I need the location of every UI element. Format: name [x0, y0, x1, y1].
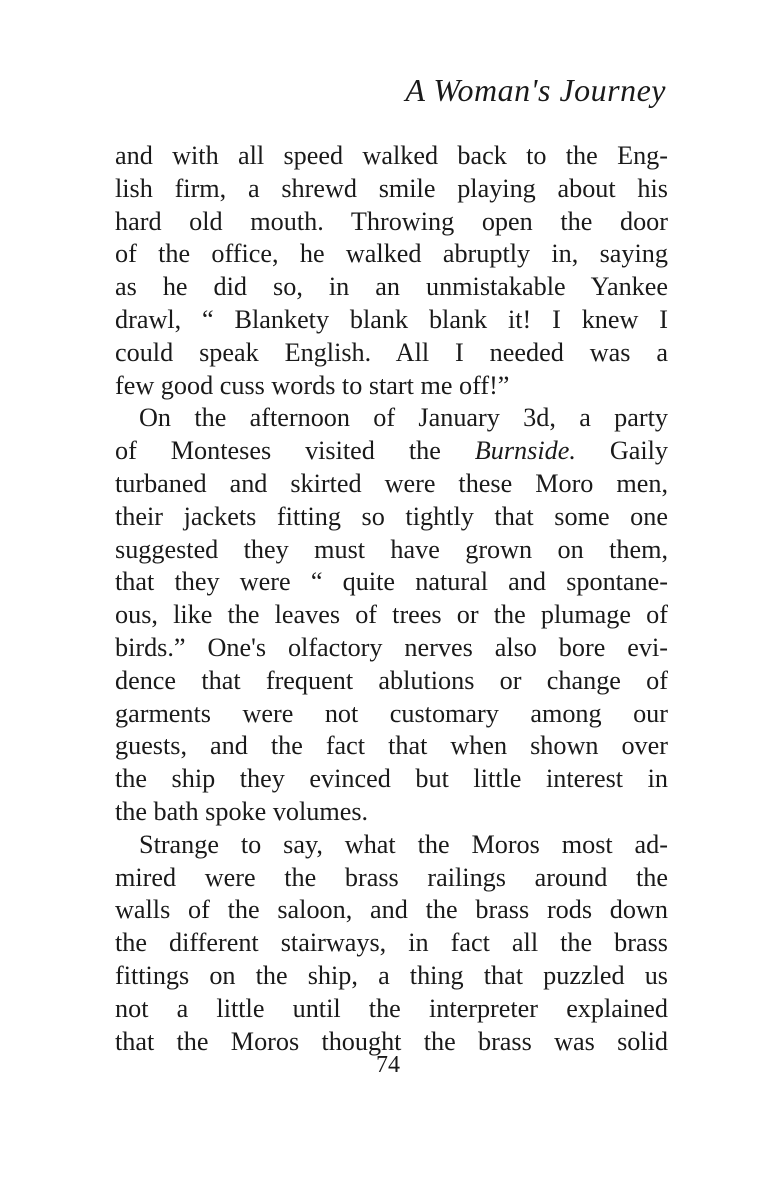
text-line: lish firm, a shrewd smile playing about his	[115, 173, 668, 203]
text-fragment: Gaily	[575, 436, 668, 466]
text-line: mired were the brass railings around the	[115, 862, 668, 892]
text-line: could speak English. All I needed was a	[115, 337, 668, 367]
text-line: of the office, he walked abruptly in, saying	[115, 239, 668, 269]
text-line: Strange to say, what the Moros most ad-	[139, 829, 668, 859]
text-line: garments were not customary among our	[115, 698, 668, 728]
text-line	[115, 435, 668, 468]
text-line: guests, and the fact that when shown over	[115, 731, 668, 761]
text-line: turbaned and skirted were these Moro men,	[115, 468, 668, 498]
body-text	[115, 140, 668, 1058]
text-line: drawl, “ Blankety blank blank it! I knew I	[115, 304, 668, 334]
text-line: and with all speed walked back to the Eng-	[115, 141, 668, 170]
text-line: their jackets fitting so tightly that some one	[115, 501, 668, 531]
ship-name: Burnside.	[474, 436, 576, 466]
text-line: the ship they evinced but little interest in	[115, 764, 668, 794]
text-line: hard old mouth. Throwing open the door	[115, 206, 668, 236]
text-line: the bath spoke volumes.	[115, 796, 369, 826]
text-line: that the Moros thought the brass was solid	[115, 1026, 668, 1056]
text-line: ous, like the leaves of trees or the plumage of	[115, 600, 668, 630]
running-head: A Woman's Journey	[405, 72, 666, 108]
text-line: not a little until the interpreter explained	[115, 993, 668, 1023]
text-line: walls of the saloon, and the brass rods down	[115, 895, 668, 925]
text-line: dence that frequent ablutions or change of	[115, 665, 668, 695]
text-line: as he did so, in an unmistakable Yankee	[115, 272, 668, 302]
text-line: fittings on the ship, a thing that puzzled us	[115, 960, 668, 990]
text-line: few good cuss words to start me off!”	[115, 370, 510, 400]
text-fragment: of Monteses visited the	[115, 436, 475, 466]
text-line: On the afternoon of January 3d, a party	[139, 403, 668, 433]
page-number: 74	[376, 1052, 400, 1078]
text-line: the different stairways, in fact all the brass	[115, 928, 668, 958]
text-line: that they were “ quite natural and spontane-	[115, 567, 668, 597]
text-line: birds.” One's olfactory nerves also bore evi-	[115, 632, 668, 662]
text-line: suggested they must have grown on them,	[115, 534, 668, 564]
